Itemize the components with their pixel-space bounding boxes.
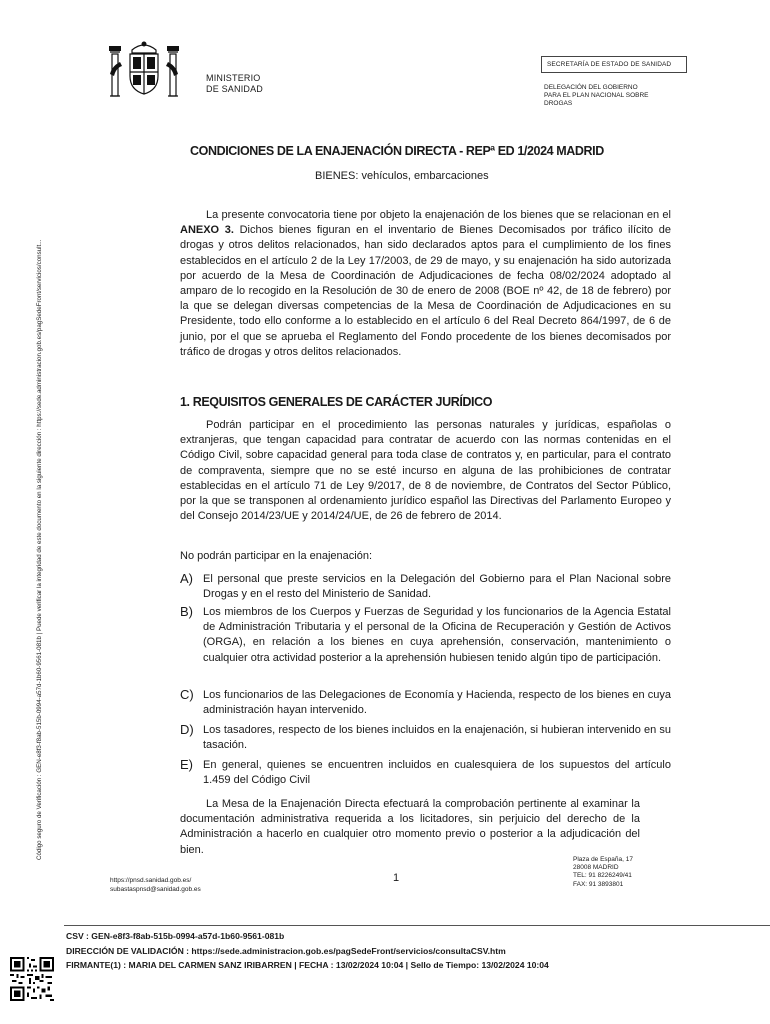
item-letter: E): [180, 757, 193, 772]
exclusion-item: [180, 572, 671, 602]
secretaria-box: SECRETARÍA DE ESTADO DE SANIDAD: [541, 56, 687, 73]
footer-divider: [64, 925, 770, 926]
page-number: 1: [393, 872, 400, 884]
section-paragraph: Podrán participar en el procedimiento las personas naturales y jurídicas, españolas o extranjeras, que tengan capacidad para contratar de acuerdo con las normas contenidas en el Código Civil, sobre capacidad general para toda clase de contratos y, en particular, para el contrato de compraventa, siempre que no se esté incurso en alguna de las prohibiciones de contratar establecidas en el artículo 71 de Ley 9/2017, de 8 de noviembre, de Contratos del Sector Público, por la que se transponen al ordenamiento jurídico español las Directivas del Parlamento Europeo y del Consejo 2014/23/UE y 2014/24/UE, de 26 de febrero de 2014.: [180, 419, 671, 523]
intro-text: La presente convocatoria tiene por objeto la enajenación de los bienes que se relacionan en el: [206, 209, 671, 221]
side-verification-text: Código seguro de Verificación : GEN-e8f3-f8ab-515b-0994-a57d-1b60-9561-081b | Puede verificar la integridad de este documento en la siguiente dirección : https://sede.administracion.gob.es/pagSedeFront/servicios/consult...: [36, 239, 43, 860]
item-letter: B): [180, 604, 193, 619]
signer-line: FIRMANTE(1) : MARIA DEL CARMEN SANZ IRIBARREN | FECHA : 13/02/2024 10:04 | Sello de Tiempo: 13/02/2024 10:04: [66, 960, 549, 970]
email-link[interactable]: subastaspnsd@sanidad.gob.es: [110, 886, 201, 893]
footer-address: [573, 856, 633, 889]
exclusion-item: [180, 758, 671, 788]
delegation-line: DROGAS: [544, 100, 573, 107]
exclusion-item: [180, 688, 671, 718]
exclusion-item: [180, 723, 671, 753]
document-subtitle: BIENES: vehículos, embarcaciones: [315, 170, 489, 182]
validation-block: [66, 929, 549, 973]
address-line: Plaza de España, 17: [573, 856, 633, 863]
item-text: Los funcionarios de las Delegaciones de Economía y Hacienda, respecto de los bienes en cuya administración hayan intervenido.: [203, 689, 671, 717]
intro-text-cont: Dichos bienes figuran en el inventario de Bienes Decomisados por tráfico ilícito de drogas y otros delitos relacionados, han sido declarados aptos para el cumplimiento de los fines establecidos en el artículo 2 de la Ley 17/2003, de 29 de mayo, y su enajenación ha sido autorizada por acuerdo de la Mesa de Coordinación de Adjudicaciones de fecha 08/02/2024 adoptado al amparo de lo recogido en la Resolución de 30 de enero de 2008 (BOE nº 42, de 18 de febrero) por la que se delegan diversas competencias de la Mesa de Coordinación de Adjudicaciones en su Presidente, todo ello conforme a lo establecido en el artículo 6 del Real Decreto 864/1997, de 6 de junio, por el que se aprueba el Reglamento del Fondo procedente de los bienes decomisados por tráfico de drogas y otros delitos relacionados.: [180, 224, 671, 358]
delegation-line: PARA EL PLAN NACIONAL SOBRE: [544, 92, 649, 99]
address-line: FAX: 91 3893801: [573, 880, 624, 888]
website-link[interactable]: https://pnsd.sanidad.gob.es/: [110, 877, 192, 884]
delegation-name: [544, 84, 684, 108]
exclusions-intro: No podrán participar en la enajenación:: [180, 550, 373, 562]
address-line: TEL: 91 8226249/41: [573, 872, 632, 880]
document-title: CONDICIONES DE LA ENAJENACIÓN DIRECTA - REPª ED 1/2024 MADRID: [190, 144, 604, 158]
intro-paragraph: [180, 208, 671, 360]
exclusion-item: [180, 605, 671, 666]
coat-of-arms-logo: [104, 38, 184, 106]
ministry-line: DE SANIDAD: [206, 84, 264, 94]
qr-code-icon: [10, 957, 54, 1001]
csv-line: CSV : GEN-e8f3-f8ab-515b-0994-a57d-1b60-9561-081b: [66, 931, 285, 941]
item-text: En general, quienes se encuentren incluidos en cualesquiera de los supuestos del artículo 1.459 del Código Civil: [203, 759, 671, 787]
footer-links: [110, 876, 201, 894]
ministry-line: MINISTERIO: [206, 73, 261, 83]
item-text: El personal que preste servicios en la Delegación del Gobierno para el Plan Nacional sobre Drogas y en el resto del Ministerio de Sanidad.: [203, 573, 671, 601]
item-text: Los miembros de los Cuerpos y Fuerzas de Seguridad y los funcionarios de la Agencia Estatal de Administración Tributaria y el personal de la Oficina de Recuperación y Gestión de Activos (ORGA), en relación a los bienes en cuya aprehensión, conservación, mantenimiento o cualquier otra actividad posterior a la aprehensión hubiesen tenido algún tipo de participación.: [203, 606, 671, 664]
closing-paragraph: La Mesa de la Enajenación Directa efectuará la comprobación pertinente al examinar la documentación administrativa requerida a los licitadores, sin perjuicio del derecho de la Administración a hacerlo en cualquier otro momento previo o posterior a la adjudicación del bien.: [180, 798, 640, 856]
item-letter: D): [180, 722, 194, 737]
item-letter: A): [180, 571, 193, 586]
item-letter: C): [180, 687, 194, 702]
item-text: Los tasadores, respecto de los bienes incluidos en la enajenación, si hubieran intervenido en su tasación.: [203, 724, 671, 752]
validation-url-line[interactable]: DIRECCIÓN DE VALIDACIÓN : https://sede.administracion.gob.es/pagSedeFront/servicios/consultaCSV.htm: [66, 945, 506, 956]
section-heading: 1. REQUISITOS GENERALES DE CARÁCTER JURÍDICO: [180, 395, 493, 409]
ministry-name: [206, 73, 263, 95]
delegation-line: DELEGACIÓN DEL GOBIERNO: [544, 84, 638, 91]
annex-reference: ANEXO 3.: [180, 224, 234, 237]
address-line: 28008 MADRID: [573, 864, 619, 872]
